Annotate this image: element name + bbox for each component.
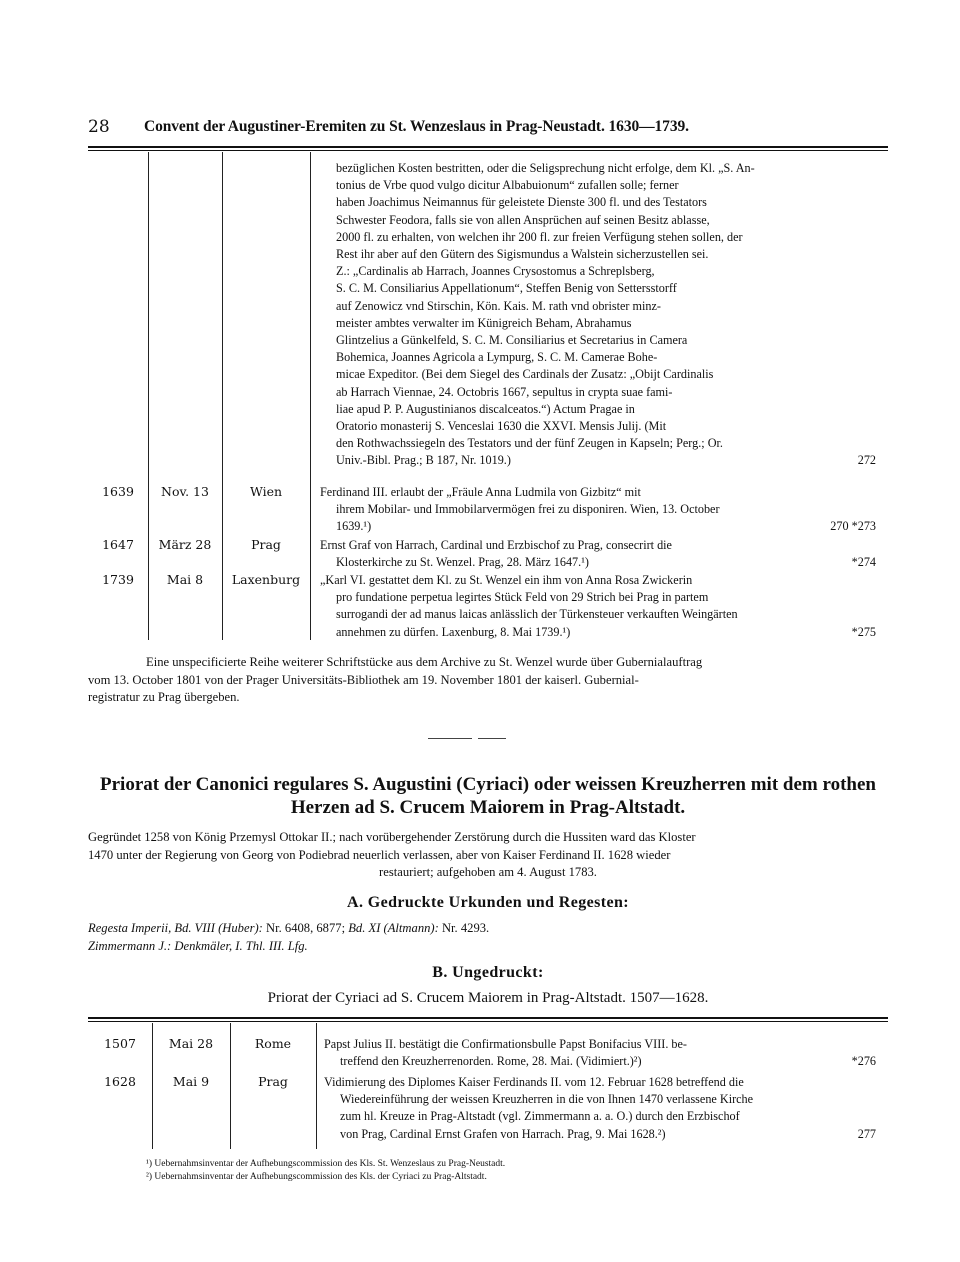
row-text: [320, 572, 876, 641]
text-line: pro fundatione perpetua legirtes Stück Feld von 29 Strich bei Prag in partem: [336, 590, 709, 605]
text-line: zum hl. Kreuze in Prag-Altstadt (vgl. Zimmermann a. a. O.) durch den Erzbischof: [340, 1109, 740, 1124]
row-text: [320, 484, 876, 536]
text-line: meister ambtes verwalter im Künigreich Beham, Abrahamus: [336, 315, 632, 330]
text-line: liae apud P. P. Augustinianos discalceatos.“) Actum Pragae in: [336, 401, 635, 416]
text-line: Glintzelius a Günkelfeld, S. C. M. Consiliarius et Secretarius in Camera: [336, 333, 688, 348]
text-line: Z.: „Cardinalis ab Harrach, Joannes Crysostomus a Schreplsberg,: [336, 264, 655, 279]
intro-line: Gegründet 1258 von König Przemysl Ottokar II.; nach vorübergehender Zerstörung durch die Hussiten ward das Kloster: [88, 830, 696, 844]
note-line: registratur zu Prag übergeben.: [88, 690, 240, 704]
literature-entry: [88, 919, 888, 937]
footnote: ²) Uebernahmsinventar der Aufhebungscommission des Kls. der Cyriaci zu Prag-Altstadt.: [146, 1172, 487, 1182]
row-date: Nov. 13: [161, 484, 209, 499]
note-line: Eine unspecificierte Reihe weiterer Schriftstücke aus dem Archive zu St. Wenzel wurde über Gubernialauftrag: [146, 655, 703, 669]
page-header: [88, 117, 888, 139]
text-line: ab Harrach Viennae, 24. Octobris 1667, sepultus in crypta suae fami-: [336, 384, 673, 399]
section-title-line: Herzen ad S. Crucem Maiorem in Prag-Altstadt.: [290, 797, 686, 818]
text-line: [324, 1126, 876, 1143]
row-date: März 28: [158, 537, 212, 552]
document-number: 277: [857, 1126, 876, 1141]
literature-source: Bd. XI (Altmann):: [348, 921, 439, 935]
intro-line: restauriert; aufgehoben am 4. August 1783.: [379, 865, 597, 879]
column-rule: [310, 152, 311, 640]
row-place: Wien: [249, 484, 283, 499]
text-line: [320, 518, 876, 535]
row-year: 1628: [104, 1074, 136, 1089]
running-title: Convent der Augustiner-Eremiten zu St. Wenzeslaus in Prag-Neustadt. 1630—1739.: [144, 118, 689, 135]
text-line: Schwester Feodora, falls sie von allen Ansprüchen auf seinen Besitz ablasse,: [336, 212, 710, 227]
column-rule: [222, 152, 223, 640]
literature-ref: Nr. 6408, 6877;: [262, 921, 349, 935]
row-date: Mai 8: [166, 572, 204, 587]
text-line: auf Zenowicz vnd Stirschin, Kön. Kais. M. rath vnd obrister minz-: [336, 298, 661, 313]
text-line: haben Joachimus Neimannus für geleistete Dienste 300 fl. und des Testators: [336, 195, 707, 210]
row-place: Prag: [258, 1074, 288, 1089]
text-line: [324, 1053, 876, 1070]
text-line: Papst Julius II. bestätigt die Confirmationsbulle Papst Bonifacius VIII. be-: [324, 1037, 687, 1051]
text-line-content: treffend den Kreuzherrenorden. Rome, 28. Mai. (Vidimiert.)²): [340, 1054, 642, 1069]
literature-list: [88, 919, 888, 955]
table-subtitle: Priorat der Cyriaci ad S. Crucem Maiorem in Prag-Altstadt. 1507—1628.: [267, 990, 709, 1006]
row-place: Prag: [251, 537, 281, 552]
row-place: Rome: [254, 1036, 292, 1051]
text-line: S. C. M. Consiliarius Appellationum“, Steffen Benig von Settersstorff: [336, 281, 677, 296]
section-title-line: Priorat der Canonici regulares S. Augustini (Cyriaci) oder weissen Kreuzherren mit dem rothen: [100, 774, 876, 795]
text-line: Oratorio monasterij S. Venceslai 1630 die XXVI. Mensis Julij. (Mit: [336, 419, 667, 434]
column-rule: [316, 1023, 317, 1149]
document-number: 270 *273: [830, 519, 876, 534]
text-line: Ferdinand III. erlaubt der „Fräule Anna Ludmila von Gizbitz“ mit: [320, 485, 641, 499]
text-line: Vidimierung des Diplomes Kaiser Ferdinands II. vom 12. Februar 1628 betreffend die: [324, 1075, 744, 1089]
footnotes: [146, 1158, 505, 1184]
table-top-rule: [88, 146, 888, 148]
document-number: *275: [851, 624, 876, 639]
archive-note: [88, 654, 888, 707]
text-line: Wiedereinführung der weissen Kreuzherren in die von Ihnen 1470 verlassene Kirche: [340, 1092, 754, 1107]
text-line: tonius de Vrbe quod vulgo dicitur Albabuionum“ zufallen solle; ferner: [336, 178, 679, 193]
table-top-rule: [88, 1017, 888, 1019]
text-line: [320, 554, 876, 571]
literature-source: Regesta Imperii, Bd. VIII (Huber):: [88, 921, 263, 935]
table-top-rule-thin: [88, 150, 888, 151]
text-line: Bohemica, Joannes Agricola a Lympurg, S. C. M. Camerae Bohe-: [336, 350, 658, 365]
literature-entry: [88, 937, 888, 955]
row-year: 1647: [102, 537, 134, 552]
text-line-content: annehmen zu dürfen. Laxenburg, 8. Mai 1739.¹): [336, 624, 571, 639]
row-date: Mai 9: [172, 1074, 210, 1089]
text-line: [336, 452, 876, 469]
regesta-table-1: [88, 146, 888, 640]
regesta-table-2: [88, 1017, 888, 1149]
subhead-printed: A. Gedruckte Urkunden und Regesten:: [346, 894, 629, 911]
text-line: Ernst Graf von Harrach, Cardinal und Erzbischof zu Prag, consecrirt die: [320, 538, 672, 552]
table-top-rule-thin: [88, 1021, 888, 1022]
literature-source: Zimmermann J.: Denkmäler, I. Thl. III. Lfg.: [88, 939, 308, 953]
section-separator: [478, 738, 506, 739]
text-line: bezüglichen Kosten bestritten, oder die Seligsprechung nicht erfolge, dem Kl. „S. An-: [336, 161, 755, 175]
row-text: [320, 537, 876, 571]
page-number: 28: [88, 117, 110, 137]
row-text: [324, 1036, 876, 1070]
text-line-content: von Prag, Cardinal Ernst Grafen von Harrach. Prag, 9. Mai 1628.²): [340, 1126, 666, 1141]
row-year: 1739: [102, 572, 134, 587]
text-line: surrogandi der ad manus laicas anlässlich der Türkensteuer verkauften Weingärten: [336, 607, 738, 622]
section-separator: [428, 738, 472, 739]
text-line: „Karl VI. gestattet dem Kl. zu St. Wenzel ein ihm von Anna Rosa Zwickerin: [320, 573, 693, 587]
subhead-unprinted: B. Ungedruckt:: [432, 964, 544, 981]
intro-line: 1470 unter der Regierung von Georg von Podiebrad neuerlich verlassen, aber von Kaiser Ferdinand II. 1628 wieder: [88, 847, 671, 862]
text-line: Rest ihr aber auf den Gütern des Sigismundus a Walstein sicherzustellen sei.: [336, 247, 709, 262]
text-line: micae Expeditor. (Bei dem Siegel des Cardinals der Zusatz: „Obijt Cardinalis: [336, 367, 714, 382]
row-year: 1507: [104, 1036, 136, 1051]
text-line-content: 1639.¹): [336, 519, 372, 534]
row-text: [324, 1074, 876, 1143]
row-place: Laxenburg: [231, 572, 301, 587]
document-number: *276: [851, 1054, 876, 1069]
document-number: *274: [851, 555, 876, 570]
column-rule: [148, 152, 149, 640]
text-line: ihrem Mobilar- und Immobilarvermögen frei zu disponiren. Wien, 13. October: [336, 502, 720, 517]
row-year: 1639: [102, 484, 134, 499]
section-intro: [88, 829, 888, 882]
text-line: den Rothwachssiegeln des Testators und der fünf Zeugen in Kapseln; Perg.; Or.: [336, 436, 723, 451]
footnote: ¹) Uebernahmsinventar der Aufhebungscommission des Kls. St. Wenzeslaus zu Prag-Neustadt.: [146, 1159, 506, 1169]
continuation-text: [336, 160, 876, 470]
note-line: vom 13. October 1801 von der Prager Universitäts-Bibliothek am 19. November 1801 der kaiserl. Gubernial-: [88, 672, 639, 687]
section-title: [88, 773, 888, 819]
document-number: 272: [857, 453, 876, 468]
row-date: Mai 28: [168, 1036, 214, 1051]
text-line-content: Univ.-Bibl. Prag.; B 187, Nr. 1019.): [336, 453, 511, 468]
text-line: [320, 624, 876, 641]
literature-ref: Nr. 4293.: [438, 921, 490, 935]
text-line: 2000 fl. zu erhalten, von welchen ihr 200 fl. zur freien Verfügung stehen sollen, der: [336, 229, 743, 244]
text-line-content: Klosterkirche zu St. Wenzel. Prag, 28. März 1647.¹): [336, 555, 589, 570]
